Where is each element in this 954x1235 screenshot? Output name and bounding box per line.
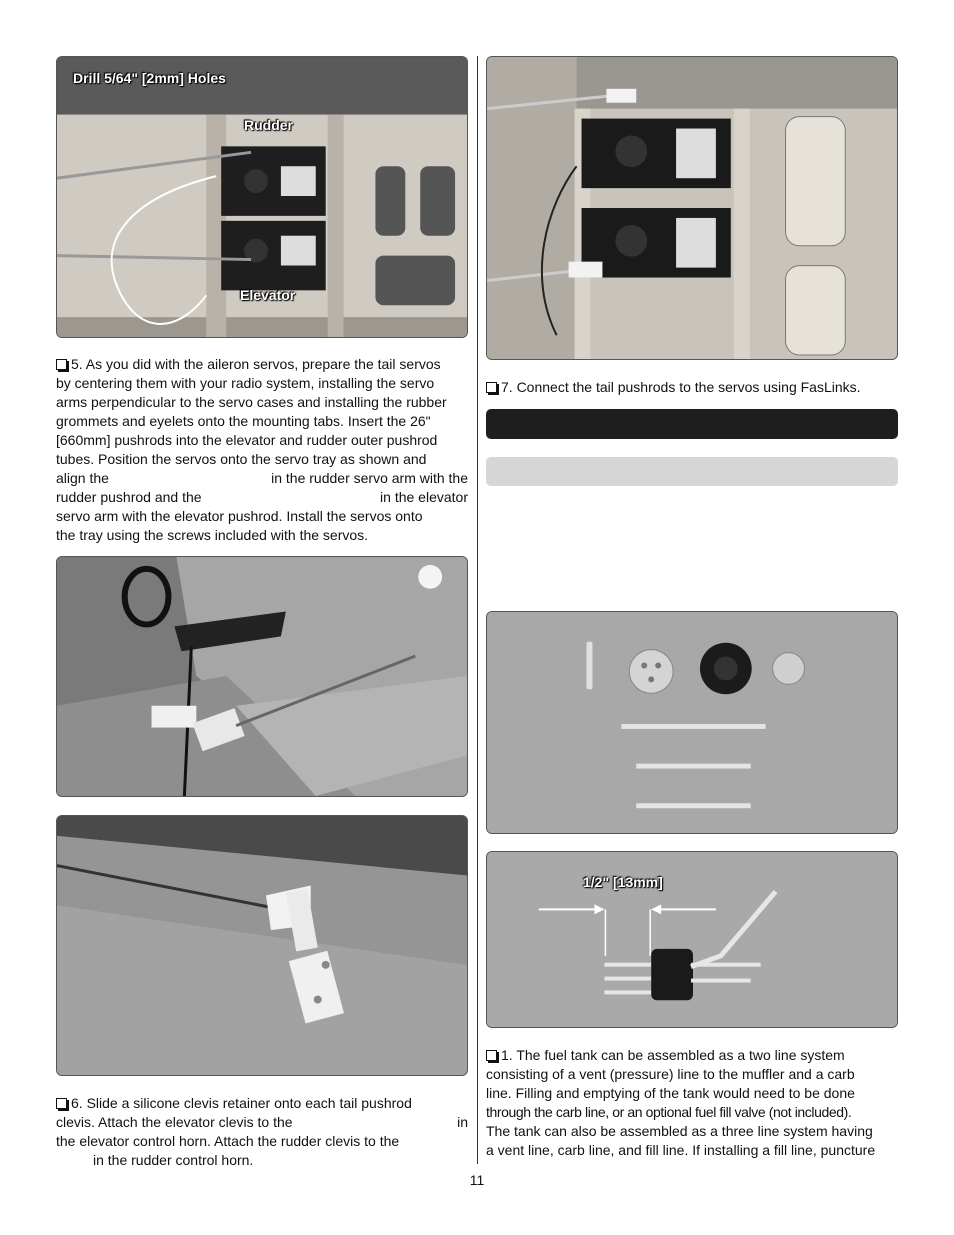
step5-line: in the elevator	[380, 489, 468, 505]
step5-line: arms perpendicular to the servo cases and installing the rubber	[56, 394, 447, 410]
step6-line: in the rudder control horn.	[93, 1152, 254, 1168]
step5-line: 5. As you did with the aileron servos, prepare the tail servos	[71, 356, 441, 372]
checkbox-icon[interactable]	[56, 1098, 67, 1109]
step1-line: The tank can also be assembled as a three line system having	[486, 1123, 873, 1139]
step-6-text	[56, 1094, 468, 1170]
label-elevator: Elevator	[240, 287, 296, 303]
checkbox-icon[interactable]	[56, 359, 67, 370]
column-divider	[477, 56, 478, 1164]
label-rudder: Rudder	[244, 117, 293, 133]
step-5-text	[56, 355, 468, 545]
step7-line: 7. Connect the tail pushrods to the servos using FasLinks.	[501, 379, 861, 395]
step1-line: 1. The fuel tank can be assembled as a two line system	[501, 1047, 845, 1063]
step6-line: in	[457, 1114, 468, 1130]
page-number: 11	[469, 1172, 485, 1188]
caption-drill-holes: Drill 5/64" [2mm] Holes	[73, 70, 226, 86]
photo-rudder-horn	[56, 815, 468, 1076]
step5-line: servo arm with the elevator pushrod. Install the servos onto	[56, 508, 423, 524]
photo-tank-assembly	[486, 851, 898, 1028]
label-dimension: 1/2" [13mm]	[583, 874, 663, 890]
step5-line: [660mm] pushrods into the elevator and rudder outer pushrod	[56, 432, 438, 448]
step5-line: tubes. Position the servos onto the servo tray as shown and	[56, 451, 427, 467]
step6-line: clevis. Attach the elevator clevis to the	[56, 1114, 293, 1130]
photo-servos-connected	[486, 56, 898, 360]
step6-line: 6. Slide a silicone clevis retainer onto each tail pushrod	[71, 1095, 412, 1111]
step5-line: grommets and eyelets onto the mounting tabs. Insert the 26"	[56, 413, 431, 429]
step1-line: a vent line, carb line, and fill line. If installing a fill line, puncture	[486, 1142, 876, 1158]
subsection-header-bar	[486, 457, 898, 486]
step5-line: by centering them with your radio system, installing the servo	[56, 375, 435, 391]
step1-line: consisting of a vent (pressure) line to the muffler and a carb	[486, 1066, 855, 1082]
checkbox-icon[interactable]	[486, 1050, 497, 1061]
step5-line: align the	[56, 470, 109, 486]
step5-line: in the rudder servo arm with the	[271, 470, 468, 486]
section-header-bar	[486, 409, 898, 439]
step5-line: the tray using the screws included with the servos.	[56, 527, 369, 543]
step1-line: line. Filling and emptying of the tank would need to be done	[486, 1085, 855, 1101]
step-1-tank-text	[486, 1046, 898, 1160]
checkbox-icon[interactable]	[486, 382, 497, 393]
step-7-text	[486, 378, 906, 397]
photo-elevator-horn	[56, 556, 468, 797]
step6-line: the elevator control horn. Attach the rudder clevis to the	[56, 1133, 400, 1149]
photo-tank-parts	[486, 611, 898, 834]
step5-line: rudder pushrod and the	[56, 489, 202, 505]
step1-line: through the carb line, or an optional fuel fill valve (not included).	[486, 1104, 852, 1120]
